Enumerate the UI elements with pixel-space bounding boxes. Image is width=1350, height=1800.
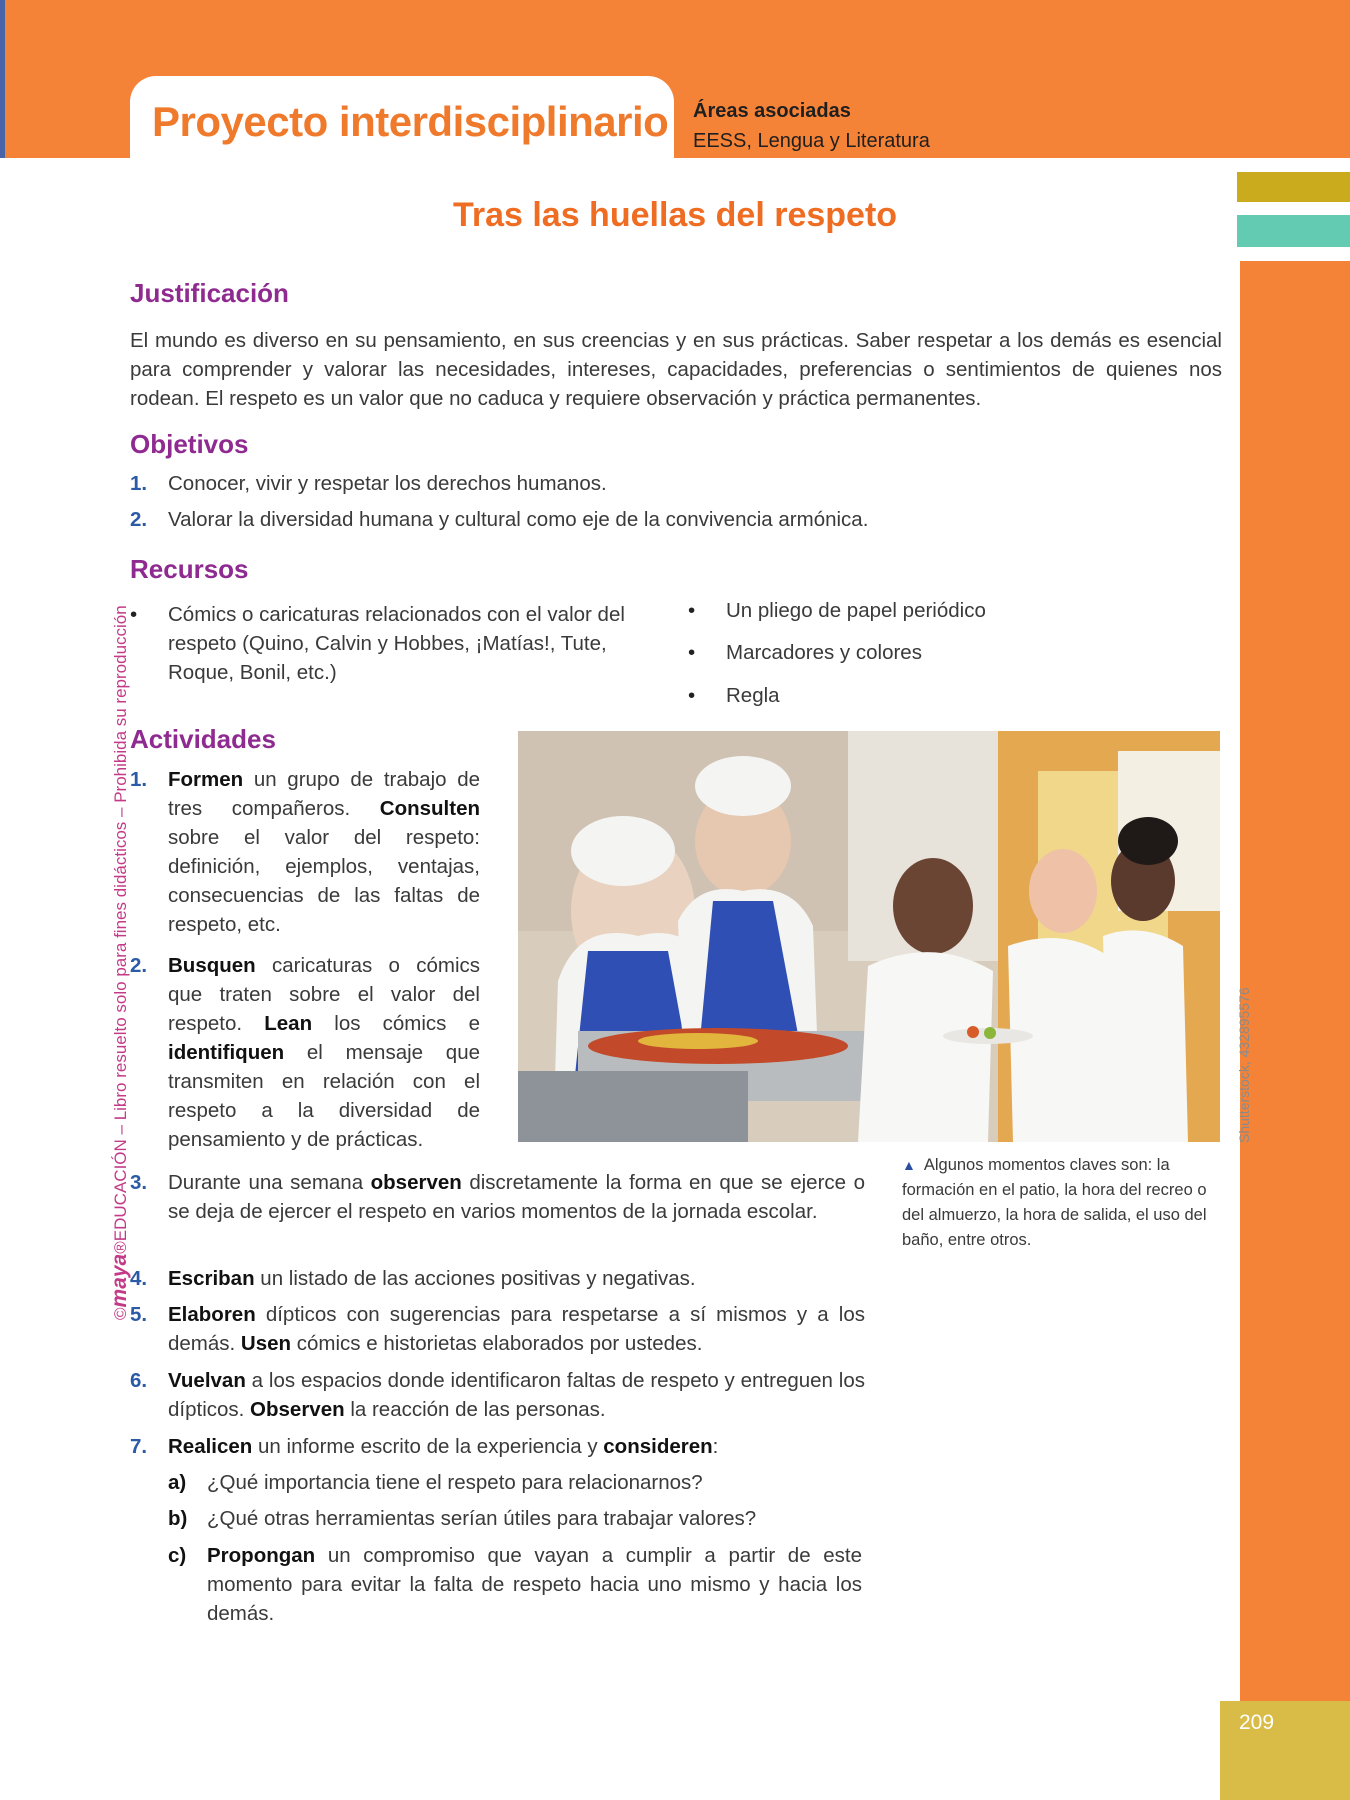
subitem-letter: b) [168, 1507, 188, 1530]
action-verb: Propongan [207, 1544, 316, 1567]
actividades-heading: Actividades [130, 724, 276, 754]
action-verb: Observen [250, 1398, 345, 1421]
text-run: : [712, 1435, 719, 1458]
objetivos-heading: Objetivos [130, 429, 249, 459]
page-title: Tras las huellas del respeto [452, 196, 898, 234]
action-verb: consideren [603, 1435, 713, 1458]
bullet-dot: • [688, 684, 696, 707]
areas-value: EESS, Lengua y Literatura [693, 130, 930, 152]
text-run: a los espacios donde identificaron faltas de respeto y entreguen los dípticos. [168, 1369, 865, 1421]
actividad-number: 6. [130, 1369, 148, 1392]
actividad-number: 4. [130, 1267, 148, 1290]
subitem-text [207, 1468, 862, 1497]
photo-caption [902, 1153, 1222, 1253]
actividad-number: 1. [130, 768, 148, 791]
actividad-text [168, 1366, 865, 1424]
objetivo-text: Conocer, vivir y respetar los derechos humanos. [168, 472, 607, 495]
action-verb: Realicen [168, 1435, 253, 1458]
text-run: los cómics e [312, 1012, 480, 1035]
action-verb: Escriban [168, 1267, 255, 1290]
recurso-text: Un pliego de papel periódico [726, 599, 986, 622]
actividad-number: 3. [130, 1171, 148, 1194]
bullet-dot: • [688, 641, 696, 664]
text-run: Durante una semana [168, 1171, 371, 1194]
copyright-symbol: © [111, 1307, 130, 1320]
action-verb: Lean [264, 1012, 313, 1035]
text-run: un compromiso que vayan a cumplir a partir de este momento para evitar la falta de respeto hacia uno mismo y hacia los demás. [207, 1544, 862, 1625]
action-verb: Busquen [168, 954, 256, 977]
objetivo-number: 2. [130, 508, 148, 531]
areas-heading: Áreas asociadas [693, 100, 851, 122]
text-run: cómics e historietas elaborados por ustedes. [291, 1332, 703, 1355]
registered-symbol: ® [111, 1241, 130, 1254]
recursos-heading: Recursos [130, 554, 249, 584]
action-verb: Consulten [379, 797, 480, 820]
brand-name: maya [108, 1253, 131, 1308]
header-left-edge [0, 0, 5, 158]
page-number-box [1220, 1701, 1350, 1800]
subitem-text [207, 1504, 862, 1533]
bullet-dot: • [688, 599, 696, 622]
action-verb: Vuelvan [168, 1369, 246, 1392]
text-run: un informe escrito de la experiencia y [252, 1435, 604, 1458]
project-title-tab [130, 76, 674, 160]
actividad-text [168, 1168, 865, 1226]
photo-illustration [518, 731, 1220, 1142]
vertical-credit [108, 605, 132, 1320]
bullet-dot: • [130, 603, 138, 626]
actividad-number: 2. [130, 954, 148, 977]
project-title: Proyecto interdisciplinario [152, 98, 669, 145]
text-run: un listado de las acciones positivas y negativas. [254, 1267, 696, 1290]
action-verb: Usen [240, 1332, 292, 1355]
objetivo-text: Valorar la diversidad humana y cultural como eje de la convivencia armónica. [168, 508, 869, 531]
recurso-text: Regla [726, 684, 780, 707]
text-run: caricaturas o cómics que traten sobre el valor del respeto. [168, 954, 480, 1035]
teal-strip [1237, 215, 1350, 247]
action-verb: identifiquen [168, 1041, 285, 1064]
justificacion-heading: Justificación [130, 278, 289, 308]
actividad-text [168, 1264, 865, 1293]
objetivo-number: 1. [130, 472, 148, 495]
text-run: un grupo de trabajo de tres compañeros. [168, 768, 480, 820]
justificacion-text: El mundo es diverso en su pensamiento, en sus creencias y en sus prácticas. Saber respetar a los demás es esencial para comprender y valorar las necesidades, intereses, capacidades, preferencias o sentimientos de quienes nos rodean. El respeto es un valor que no caduca y requiere observación y práctica permanentes. [130, 329, 1222, 410]
actividad-text [168, 1432, 865, 1461]
actividad-text [168, 951, 480, 1154]
page-number: 209 [1239, 1711, 1275, 1734]
cafeteria-photo [518, 731, 1220, 1142]
caption-triangle-icon: ▲ [902, 1157, 916, 1173]
text-run: discretamente la forma en que se ejerce o se deja de ejercer el respeto en varios momentos de la jornada escolar. [168, 1171, 865, 1223]
actividad-number: 5. [130, 1303, 148, 1326]
actividad-number: 7. [130, 1435, 148, 1458]
subitem-letter: c) [168, 1544, 187, 1567]
photo-caption-text: Algunos momentos claves son: la formación en el patio, la hora del recreo o del almuerzo, la hora de salida, el uso del baño, entre otros. [902, 1156, 1207, 1249]
subitem-text [207, 1541, 862, 1628]
subitem-letter: a) [168, 1471, 187, 1494]
text-run: dípticos con sugerencias para respetarse a sí mismos y a los demás. [168, 1303, 865, 1355]
orange-side-band [1240, 261, 1350, 1701]
actividad-text [168, 1300, 865, 1358]
text-run: ¿Qué otras herramientas serían útiles para trabajar valores? [207, 1507, 757, 1530]
action-verb: observen [370, 1171, 462, 1194]
text-run: la reacción de las personas. [344, 1398, 606, 1421]
text-run: ¿Qué importancia tiene el respeto para relacionarnos? [207, 1471, 703, 1494]
photo-credit: Shutterstock, 432895576 [1236, 987, 1252, 1143]
actividad-text [168, 765, 480, 939]
olive-strip [1237, 172, 1350, 202]
credit-text: EDUCACIÓN – Libro resuelto solo para fines didácticos – Prohibida su reproducción [111, 605, 130, 1242]
text-run: sobre el valor del respeto: definición, ejemplos, ventajas, consecuencias de las faltas de respeto, etc. [168, 826, 480, 936]
action-verb: Formen [168, 768, 244, 791]
recurso-text: Cómics o caricaturas relacionados con el valor del respeto (Quino, Calvin y Hobbes, ¡Matías!, Tute, Roque, Bonil, etc.) [168, 603, 625, 684]
text-run: el mensaje que transmiten en relación con el respeto a la diversidad de pensamiento y de prácticas. [168, 1041, 480, 1151]
action-verb: Elaboren [168, 1303, 256, 1326]
recurso-text: Marcadores y colores [726, 641, 922, 664]
